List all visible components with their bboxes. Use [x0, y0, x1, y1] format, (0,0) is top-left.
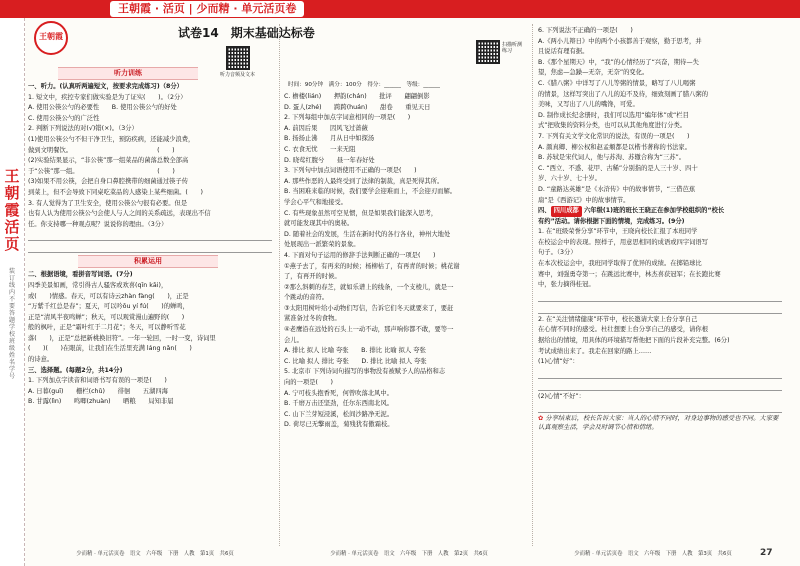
q1-line: 也有人认为使用公筷公勺会使人与人之间的关系疏远，表现出不信 — [28, 210, 211, 218]
q-option: C. 山下兰芽短浸溪，松间沙路净无泥。 — [284, 410, 394, 418]
q-option: A. 排比 拟人 比喻 夸张 B. 排比 比喻 拟人 夸张 — [284, 347, 426, 355]
q-option: D. 制作成长纪念册时，我们可以选用“编年体”或“栏目 — [538, 111, 689, 119]
q-option: A. 颜真卿、柳公权和赵孟頫都是以楷书著称的书法家。 — [538, 143, 692, 151]
q-option: D. 蛋人(zhé) 跨跨(huán) 甜卷 重见天日 — [284, 103, 431, 111]
q1-line: 2. 判断下列说法的对(√)错(×)。（3分） — [28, 125, 138, 133]
q1-line: (3)如果不用公筷，会把自身口鼻腔携带的细菌通过筷子传 — [28, 178, 189, 186]
q1-line: (1)使用公筷公勺不但干净卫生，预防疾病，还能减少浪费， — [28, 135, 195, 143]
q-option: C.《腊八粥》中详写了八儿等粥的情景，略写了八儿喝粥 — [538, 79, 696, 87]
q1-option: C. 使用公筷公勺的广泛性 — [28, 114, 100, 122]
q-option: B.《那个星期天》中，“我”的心情经历了“兴奋，期待—失 — [538, 58, 699, 66]
page-title: 试卷14 期末基础达标卷 — [178, 26, 315, 40]
q-option: 岁、六十岁、七十岁。 — [538, 175, 601, 183]
q-option: B. 扬扬止沸 月从日中如探汤 — [284, 135, 375, 143]
answer-line[interactable] — [28, 230, 272, 241]
column-3 — [538, 18, 782, 432]
column-2 — [284, 18, 526, 431]
q2-line: 四季美景如画，常引得古人骚客或欢喜(qīn kāi)， — [28, 281, 168, 289]
q4-line: 在校运会中的表现。照样子，用意思相同的成语或四字词语写 — [538, 238, 709, 246]
q-option: C. 檐楼(lián) 押韵(chán) 批评 翩翩倒影 — [284, 93, 430, 100]
section-listening: 听力训练 — [58, 67, 198, 80]
q4-line: 句子。（3分） — [538, 249, 577, 257]
q-option: 处展现出一派繁荣的景象。 — [284, 241, 360, 249]
q-line: ①燕子去了，有再来的时候；杨柳枯了，有再青的时候；桃花谢 — [284, 262, 460, 270]
brand-label: 王朝霞 · 活页 | 少而精 · 单元活页卷 — [110, 1, 304, 17]
q4-example: 赛中，刘强勇夺第一；在跳远比赛中，林杰喜获冠军；在长跑比赛 — [538, 270, 721, 278]
q-line: 3. 下列句中加点词语使用不正确的一项是( ) — [284, 167, 417, 175]
q3-head: 三、选择题。(每题2分，共14分) — [28, 366, 123, 374]
q-line: 7. 下列有关文学文化常识的说法，有误的一项是( ) — [538, 132, 690, 140]
q-line: ②那么斜刺的春芝，就如乐谱上的线条，一个支棱儿，就是一 — [284, 283, 454, 291]
q-option: C. 衣食无忧 一来无阻 — [284, 145, 356, 153]
q-option: 式”把收集的资料分类，也可以从其他角度进行分类。 — [538, 122, 687, 130]
q2-line: 落( )，正是“总把新桃换旧符”。一年一轮回，一时一变，诗词里 — [28, 334, 216, 342]
q-option: D. 晓莺红腹兮 昼一年春好处 — [284, 156, 375, 164]
q-option: C. 有些现象虽然可空见惯，但是如果我们能深入思考， — [284, 209, 438, 217]
q-option: C. “西立、不惑、花甲、古稀”分别指的是人三十岁、四十 — [538, 164, 698, 172]
q-line: ③太阳用树叶给小动物们写信，告诉它们冬天就要来了，要赶 — [284, 304, 454, 312]
section-accumulation: 积累运用 — [78, 255, 218, 268]
region-tag: 四川成都 — [551, 206, 582, 217]
q1-line: 做到文明餐饮。 ( ) — [28, 146, 175, 154]
q-option: D. “童路达英雄”是《水浒传》中的故事情节，“三借芭蕉 — [538, 185, 696, 193]
qr-code-icon — [226, 46, 250, 70]
q2-line: 般的枫叶，正是“霜叶红于二月花”；冬天，可以静听雪花 — [28, 324, 186, 332]
q2-line: 正是“清风半夜鸣蝉”；秋天，可以观赏漫山遍野的( ) — [28, 313, 185, 321]
q4-line: (1)心情“好”： — [538, 358, 579, 366]
q3-line: 1. 下列加点字读音和词语书写有误的一项是( ) — [28, 377, 167, 385]
q-option: 扇”是《西游记》中的故事情节。 — [538, 196, 630, 204]
q1-line: 3. 有人觉得为了卫生安全，使用公筷公勺很有必要。但是 — [28, 199, 188, 207]
q-line: ④老鹰沿在远处的石头上一动不动，那声响你都不敢，要等一 — [284, 326, 454, 334]
flower-icon: ✿ — [538, 415, 544, 423]
column-divider — [279, 24, 280, 546]
q-option: D. 随着社会的发展，生活在新时代的各行各业，神州大地处 — [284, 230, 451, 238]
closing-tip — [538, 414, 782, 432]
page-number: 27 — [760, 548, 773, 558]
top-brand-bar — [0, 0, 800, 18]
q4-line: 考试成绩出来了。我走在回家的路上…… — [538, 347, 652, 355]
q-option: D. 荷尽已无擎雨盖，菊残犹有傲霜枝。 — [284, 421, 394, 429]
q-option: 就可能发现其中的奥秘。 — [284, 220, 354, 228]
q2-line: “万紫千红总是春”；夏天，可以吟ōu yí fú( )的蝉鸣， — [28, 303, 189, 311]
q-option: A.《两小儿辩日》中的两个小孩都善于观察，勤于思考，并 — [538, 37, 702, 45]
q3-option: B. 甘露(lìn) 鸣唧(zhuàn) 晒粮 局知非届 — [28, 398, 174, 406]
q-line: 2. 下列每组中加点字词意相同的一项是( ) — [284, 114, 411, 122]
q-option: 美味，又写出了八儿的嘴馋，可爱。 — [538, 101, 639, 109]
q-option: C. 比喻 拟人 排比 夸张 D. 排比 比喻 拟人 夸张 — [284, 357, 427, 365]
answer-line[interactable] — [538, 303, 782, 314]
binding-vertical-text: 装订线 内不要答题 学校 班级 姓名 学号 — [8, 268, 15, 380]
answer-line[interactable] — [538, 291, 782, 302]
q2-head: 二、根据语境，看拼音写词语。(7分) — [28, 271, 133, 279]
q-option: 学会心平气和地接受。 — [284, 198, 347, 206]
answer-line[interactable] — [28, 242, 272, 253]
q4-head-2: 有约”活动。请你根据下面的情境，完成练习。(9分) — [538, 217, 685, 225]
answer-line[interactable] — [538, 368, 782, 379]
q4-example: 在本次校运会中，我班同学取得了优异的成绩。在掷铅球比 — [538, 260, 702, 268]
column-divider — [532, 24, 533, 546]
q-line: 会儿。 — [284, 336, 303, 344]
q1-option: A. 使用公筷公勺的必要性 B. 使用公筷公勺的好处 — [28, 104, 177, 112]
calligraphy-text: 王朝霞活页 — [4, 167, 20, 253]
q-line: 个跳动的音符。 — [284, 294, 329, 302]
q-option: 的情景，这样写突出了八儿的迫不及待，细致刻画了腊八粥的 — [538, 90, 709, 98]
footer-page-1: 少而精 · 单元活页卷 语文 六年级 下册 人教 第1页 共6页 — [76, 551, 234, 557]
q4-example: 中，张力摘得桂冠。 — [538, 281, 595, 289]
q4-line: (2)心情“不好”： — [538, 392, 585, 400]
q-line: 紧准备过冬的食物。 — [284, 315, 341, 323]
q-line: 了，有再开的时候。 — [284, 273, 341, 281]
q1-head: 一、听力。(认真听两遍短文，按要求完成练习)（8分） — [28, 83, 183, 90]
q1-line: 任。你支持哪一种观点呢？说说你的理由。（3分） — [28, 220, 168, 228]
q1-line: 于“公筷”那一组。 ( ) — [28, 167, 175, 175]
qr-caption: 扫描听测练习 — [502, 42, 523, 54]
answer-line[interactable] — [538, 380, 782, 391]
q4-line: 1. 在“班级荣誉分享”环节中，王晓向校长汇报了本班同学 — [538, 228, 698, 236]
q-option: A. 宁可枝头抱香死，何曾吹落北风中。 — [284, 389, 393, 397]
logo: 王朝霞 — [34, 21, 68, 55]
footer-page-3: 少而精 · 单元活页卷 语文 六年级 下册 人教 第3页 共6页 — [574, 551, 732, 557]
q2-line: 的诗意。 — [28, 356, 54, 364]
q-line: 向的一项是( ) — [284, 379, 333, 387]
q2-line: 或( )情感。春天，可以有诗云zhàn fàng( )，正是 — [28, 292, 189, 300]
score-line: 时间：90分钟 满分：100分 得分：______ 等级：______ — [288, 82, 441, 88]
q-option: 望，焦虑—急躁—无奈，无奈”的变化。 — [538, 69, 649, 77]
q1-line: 1. 短文中，疾控专家们做实验是为了证实( )。（2分） — [28, 93, 187, 101]
q-line: 6. 下列说法不正确的一项是( ) — [538, 27, 633, 34]
q4-line: 2. 在“关注情绪健康”环节中，校长邀请大家上台分享自己 — [538, 315, 698, 323]
q-option: 且说话有理有据。 — [538, 48, 589, 56]
q2-line: ( )( )在眼前，让我们在生活里充满 láng nǎn( ) — [28, 345, 192, 353]
q-option: A. 那些作恶的人最终受到了法律的制裁，真是死得其所。 — [284, 177, 444, 185]
q1-line: (2)实验结果显示，“非公筷”那一组菜品的菌落总数全部高 — [28, 157, 189, 165]
q-option: B. 苏轼是宋代词人，他与苏洵、苏辙合称为“三苏”。 — [538, 154, 686, 162]
q-option: B. 当困难来临的时候，我们要学会迎难而上，不会迎刃而解。 — [284, 188, 457, 196]
closing-tip-text: 分享结束后，校长告诉大家：当人的心情不同时，对身边事物的感受也不同。大家要认真观察生活，学会及时调节心情和情绪。 — [538, 415, 779, 432]
q-line: 4. 下面对句子运用的修辞手法判断正确的一项是( ) — [284, 251, 436, 259]
q4-head: 四、 四川成都 六年级(1)班的班长王晓正在参加学校组织的“校长 — [538, 206, 782, 217]
q-option: A. 前因后果 因风飞过蔷薇 — [284, 124, 368, 132]
q1-line: 到菜上，但不会导致下同桌吃菜品的人感染上某些细菌。( ) — [28, 188, 203, 196]
q4-line: 据给出的情境，用具体的环境描写帮他把下面的片段补充完整。(6分) — [538, 337, 730, 345]
q-line: 5. 北京市 下列诗词句描写的事物没有被赋予人的品格和志 — [284, 368, 446, 376]
q4-head-text: 六年级(1)班的班长王晓正在参加学校组织的“校长 — [583, 207, 725, 215]
binding-strip — [0, 18, 25, 566]
q3-option: A. 日暮(guī) 栅栏(chǔ) 徘徊 五湖四海 — [28, 387, 168, 395]
q-option: B. 千磨万击还坚劲，任尔东西南北风。 — [284, 400, 394, 408]
q4-line: 在心情不同时的感受。杜壮想要上台分享自己的感受，请你根 — [538, 326, 709, 334]
answer-line[interactable] — [538, 402, 782, 413]
qr-caption: 听力音频及文本 — [220, 72, 256, 78]
qr-code-icon — [476, 40, 500, 64]
footer-page-2: 少而精 · 单元活页卷 语文 六年级 下册 人教 第2页 共6页 — [330, 551, 488, 557]
